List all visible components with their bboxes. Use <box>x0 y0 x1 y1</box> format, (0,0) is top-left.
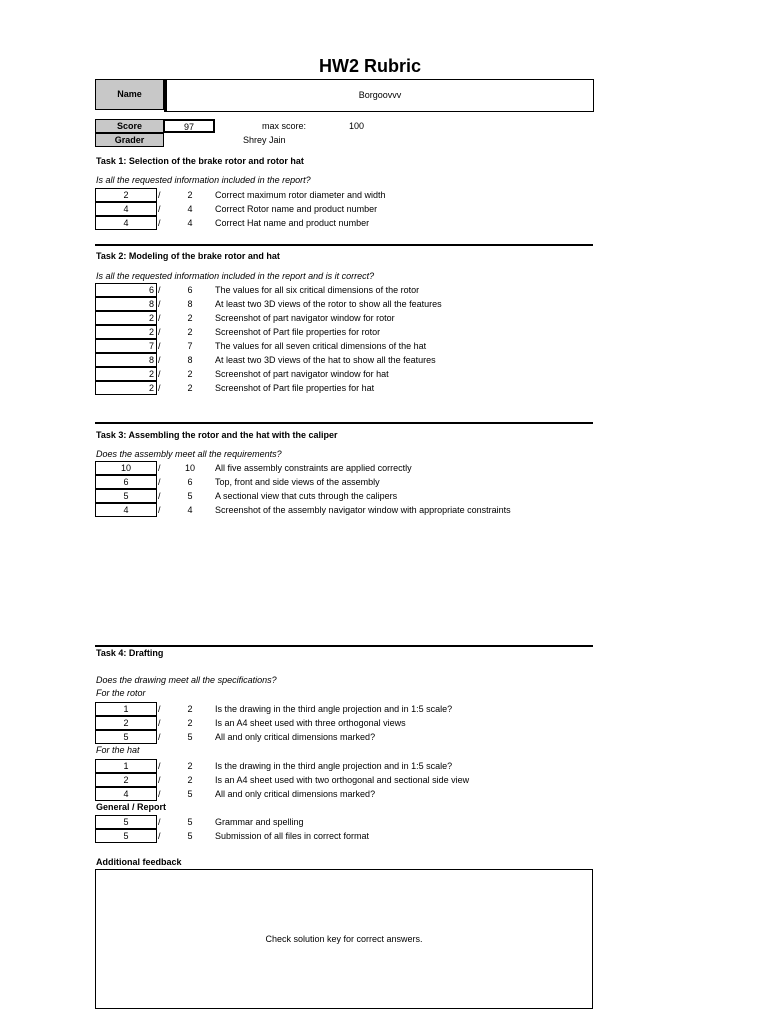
name-field <box>164 79 594 112</box>
task3-divider <box>95 645 593 647</box>
max-points: 5 <box>187 789 193 799</box>
slash-separator: / <box>158 218 161 228</box>
criterion-text: The values for all seven critical dimensions of the hat <box>215 341 427 351</box>
criterion-text: Grammar and spelling <box>215 817 304 827</box>
score-cell: 2 <box>95 773 157 787</box>
score-cell: 4 <box>95 216 157 230</box>
criterion-text: Screenshot of Part file properties for hat <box>215 383 375 393</box>
feedback-box <box>95 869 593 1009</box>
max-points: 2 <box>187 190 193 200</box>
max-points: 4 <box>187 218 193 228</box>
slash-separator: / <box>158 327 161 337</box>
max-points: 6 <box>187 477 193 487</box>
criterion-text: All five assembly constraints are applied correctly <box>215 463 412 473</box>
name-label-text: Name <box>117 89 142 99</box>
grader-name: Shrey Jain <box>243 135 286 145</box>
max-score-value: 100 <box>349 121 365 131</box>
score-cell: 4 <box>95 787 157 801</box>
score-cell: 1 <box>95 759 157 773</box>
score-cell: 8 <box>95 353 157 367</box>
criterion-text: Screenshot of the assembly navigator window with appropriate constraints <box>215 505 511 515</box>
task2-divider <box>95 422 593 424</box>
slash-separator: / <box>158 383 161 393</box>
slash-separator: / <box>158 204 161 214</box>
feedback-text: Check solution key for correct answers. <box>265 933 423 944</box>
slash-separator: / <box>158 190 161 200</box>
score-cell: 8 <box>95 297 157 311</box>
slash-separator: / <box>158 355 161 365</box>
criterion-text: Is the drawing in the third angle projection and in 1:5 scale? <box>215 704 453 714</box>
score-cell: 2 <box>95 311 157 325</box>
max-points: 2 <box>187 313 193 323</box>
max-points: 4 <box>187 204 193 214</box>
task4-hat-label: For the hat <box>96 745 140 755</box>
criterion-text: At least two 3D views of the hat to show all the features <box>215 355 436 365</box>
score-cell: 2 <box>95 188 157 202</box>
slash-separator: / <box>158 831 161 841</box>
max-score-label: max score: <box>262 121 307 131</box>
task4-question: Does the drawing meet all the specifications? <box>96 675 277 685</box>
slash-separator: / <box>158 761 161 771</box>
criterion-text: All and only critical dimensions marked? <box>215 789 376 799</box>
slash-separator: / <box>158 313 161 323</box>
score-cell: 7 <box>95 339 157 353</box>
criterion-text: Top, front and side views of the assembly <box>215 477 380 487</box>
slash-separator: / <box>158 285 161 295</box>
score-cell: 2 <box>95 716 157 730</box>
max-points: 8 <box>187 299 193 309</box>
max-points: 2 <box>187 383 193 393</box>
max-points: 2 <box>187 718 193 728</box>
criterion-text: Is an A4 sheet used with two orthogonal and sectional side view <box>215 775 470 785</box>
max-points: 5 <box>187 491 193 501</box>
max-points: 8 <box>187 355 193 365</box>
criterion-text: At least two 3D views of the rotor to show all the features <box>215 299 442 309</box>
max-points: 2 <box>187 369 193 379</box>
score-cell: 1 <box>95 702 157 716</box>
task3-heading: Task 3: Assembling the rotor and the hat with the caliper <box>96 430 338 440</box>
max-points: 10 <box>184 463 195 473</box>
name-value: Borgoovvv <box>358 90 402 100</box>
task2-question: Is all the requested information included in the report and is it correct? <box>96 271 375 281</box>
criterion-text: Correct Hat name and product number <box>215 218 370 228</box>
criterion-text: Screenshot of part navigator window for rotor <box>215 313 395 323</box>
criterion-text: Correct Rotor name and product number <box>215 204 378 214</box>
slash-separator: / <box>158 817 161 827</box>
score-cell: 5 <box>95 730 157 744</box>
slash-separator: / <box>158 704 161 714</box>
score-cell: 2 <box>95 367 157 381</box>
score-cell: 6 <box>95 475 157 489</box>
max-points: 5 <box>187 831 193 841</box>
score-cell: 2 <box>95 325 157 339</box>
grader-label: Grader <box>95 133 164 147</box>
slash-separator: / <box>158 505 161 515</box>
criterion-text: All and only critical dimensions marked? <box>215 732 376 742</box>
max-points: 2 <box>187 327 193 337</box>
slash-separator: / <box>158 491 161 501</box>
score-cell: 6 <box>95 283 157 297</box>
score-cell: 5 <box>95 829 157 843</box>
task4-general-label: General / Report <box>96 802 167 812</box>
max-points: 2 <box>187 775 193 785</box>
max-points: 6 <box>187 285 193 295</box>
criterion-text: Submission of all files in correct format <box>215 831 370 841</box>
max-points: 5 <box>187 732 193 742</box>
score-cell: 2 <box>95 381 157 395</box>
criterion-text: Is an A4 sheet used with three orthogonal views <box>215 718 406 728</box>
score-value: 97 <box>164 119 215 133</box>
criterion-text: Screenshot of part navigator window for hat <box>215 369 389 379</box>
criterion-text: Correct maximum rotor diameter and width <box>215 190 386 200</box>
slash-separator: / <box>158 718 161 728</box>
score-label: Score <box>95 119 164 133</box>
max-points: 2 <box>187 704 193 714</box>
task3-question: Does the assembly meet all the requirements? <box>96 449 282 459</box>
task1-heading: Task 1: Selection of the brake rotor and rotor hat <box>96 156 304 166</box>
score-cell: 4 <box>95 503 157 517</box>
score-cell: 5 <box>95 489 157 503</box>
slash-separator: / <box>158 775 161 785</box>
slash-separator: / <box>158 341 161 351</box>
slash-separator: / <box>158 299 161 309</box>
slash-separator: / <box>158 477 161 487</box>
feedback-label: Additional feedback <box>96 857 182 867</box>
criterion-text: Screenshot of Part file properties for rotor <box>215 327 381 337</box>
score-cell: 10 <box>95 461 157 475</box>
criterion-text: The values for all six critical dimensions of the rotor <box>215 285 420 295</box>
slash-separator: / <box>158 463 161 473</box>
slash-separator: / <box>158 369 161 379</box>
max-points: 2 <box>187 761 193 771</box>
max-points: 4 <box>187 505 193 515</box>
task4-rotor-label: For the rotor <box>96 688 146 698</box>
criterion-text: Is the drawing in the third angle projection and in 1:5 scale? <box>215 761 453 771</box>
task1-divider <box>95 244 593 246</box>
score-cell: 4 <box>95 202 157 216</box>
slash-separator: / <box>158 789 161 799</box>
criterion-text: A sectional view that cuts through the calipers <box>215 491 398 501</box>
max-points: 5 <box>187 817 193 827</box>
max-points: 7 <box>187 341 193 351</box>
name-label <box>95 79 164 110</box>
task2-heading: Task 2: Modeling of the brake rotor and hat <box>96 251 280 261</box>
score-cell: 5 <box>95 815 157 829</box>
task4-heading: Task 4: Drafting <box>96 648 164 658</box>
task1-question: Is all the requested information included in the report? <box>96 175 311 185</box>
slash-separator: / <box>158 732 161 742</box>
page-title: HW2 Rubric <box>318 56 421 76</box>
